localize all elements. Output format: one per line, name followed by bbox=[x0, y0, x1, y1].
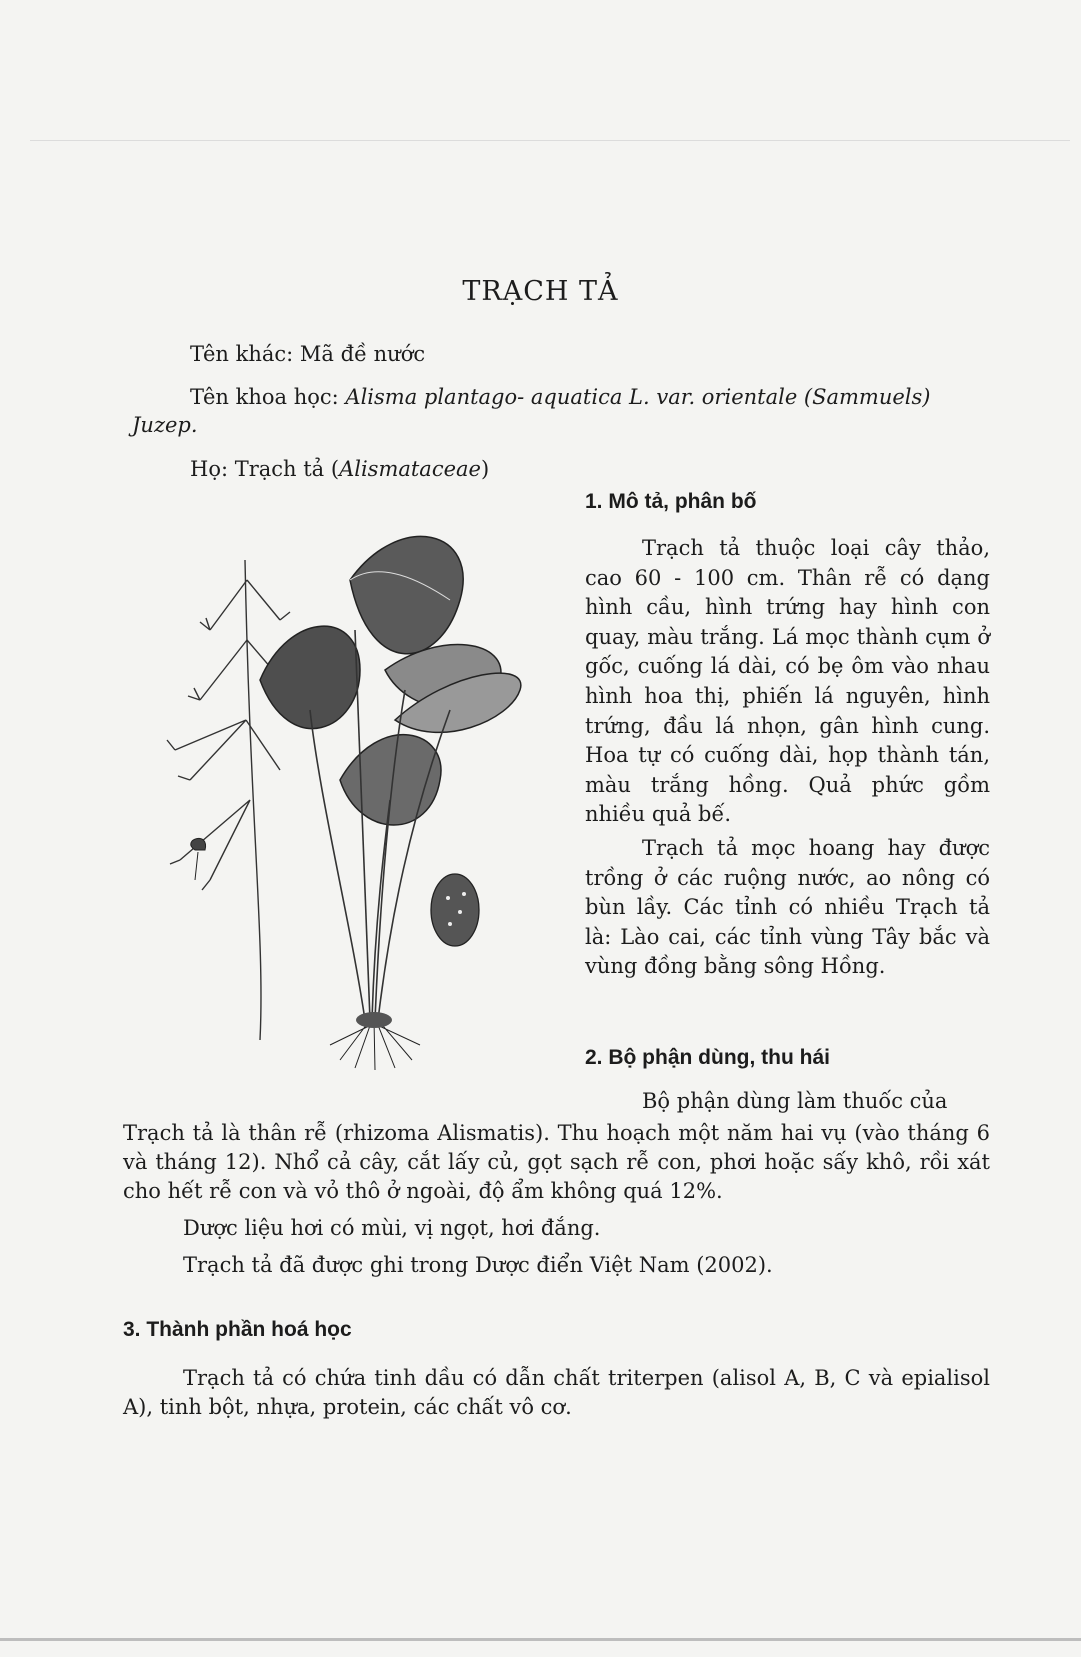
rhizome bbox=[356, 1012, 392, 1028]
section-1-paragraph-1: Trạch tả thuộc loại cây thảo, cao 60 - 100 cm. Thân rễ có dạng hình cầu, hình trứng hay hình con quay, màu trắng. Lá mọc thành cụm ở gốc, cuống lá dài, có bẹ ôm vào nhau hình hoa thị, phiến lá nguyên, hình trứng, đầu lá nhọn, gân hình cung. Hoa tự có cuống dài, họp thành tán, màu trắng hồng. Quả phức gồm nhiều quả bế. bbox=[585, 536, 990, 827]
section-2-body bbox=[123, 1119, 990, 1280]
page-title: TRẠCH TẢ bbox=[462, 276, 619, 307]
family-line bbox=[190, 457, 489, 481]
plant-illustration bbox=[150, 520, 570, 1080]
leaf-top bbox=[350, 536, 463, 653]
section-3-body bbox=[123, 1364, 990, 1422]
scientific-name-author: Juzep. bbox=[132, 413, 198, 437]
family-close: ) bbox=[480, 457, 490, 481]
scientific-name-value: Alisma plantago- aquatica L. var. orientale (Sammuels) bbox=[345, 385, 931, 409]
section-2-heading: 2. Bộ phận dùng, thu hái bbox=[585, 1046, 830, 1069]
section-3-heading: 3. Thành phần hoá học bbox=[123, 1318, 352, 1341]
section-2-paragraph-2: Dược liệu hơi có mùi, vị ngọt, hơi đắng. bbox=[183, 1216, 601, 1240]
other-name-label: Tên khác: bbox=[190, 342, 294, 366]
page-top-rule bbox=[30, 140, 1070, 141]
section-1-heading: 1. Mô tả, phân bố bbox=[585, 490, 757, 513]
section-1-paragraph-2: Trạch tả mọc hoang hay được trồng ở các ruộng nước, ao nông có bùn lầy. Các tỉnh có nhiều Trạch tả là: Lào cai, các tỉnh vùng Tây bắc và vùng đồng bằng sông Hồng. bbox=[585, 835, 990, 979]
other-name-value: Mã đề nước bbox=[299, 342, 426, 366]
scientific-name-line bbox=[190, 385, 930, 409]
scientific-name-label: Tên khoa học: bbox=[190, 385, 339, 409]
page-bottom-edge bbox=[0, 1638, 1081, 1641]
flower-stalk bbox=[245, 560, 261, 1040]
section-1-body bbox=[585, 534, 990, 982]
family-label: Họ: Trạch tả ( bbox=[190, 457, 340, 481]
family-value: Alismataceae bbox=[339, 457, 481, 481]
leaf-center bbox=[340, 735, 441, 825]
fruit-detail bbox=[431, 874, 479, 946]
section-2-paragraph-1: Trạch tả là thân rễ (rhizoma Alismatis). Thu hoạch một năm hai vụ (vào tháng 6 và tháng 12). Nhổ cả cây, cắt lấy củ, gọt sạch rễ con, phơi hoặc sấy khô, rồi xát cho hết rễ con và vỏ thô ở ngoài, độ ẩm không quá 12%. bbox=[123, 1121, 990, 1203]
section-2-paragraph-1-start: Bộ phận dùng làm thuốc của bbox=[642, 1089, 948, 1113]
other-name-line bbox=[190, 342, 425, 366]
section-3-paragraph-1: Trạch tả có chứa tinh dầu có dẫn chất triterpen (alisol A, B, C và epialisol A), tinh bột, nhựa, protein, các chất vô cơ. bbox=[123, 1366, 990, 1419]
section-2-paragraph-3: Trạch tả đã được ghi trong Dược điển Việt Nam (2002). bbox=[183, 1253, 773, 1277]
